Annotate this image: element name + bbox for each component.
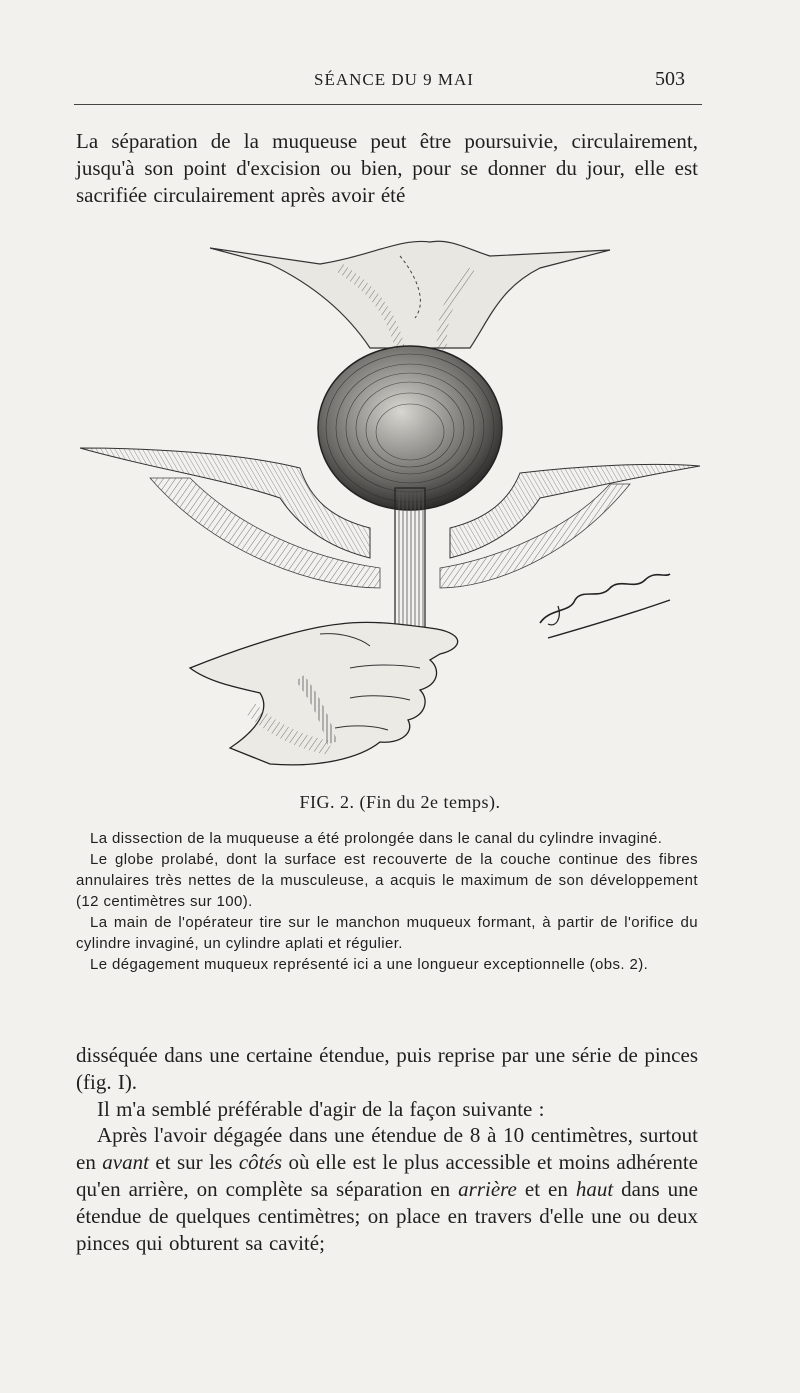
running-header — [0, 64, 800, 94]
italic-run: arrière — [458, 1177, 517, 1201]
legend-line: La main de l'opérateur tire sur le manchon muqueux formant, à partir de l'orifice du cylindre invaginé, un cylindre aplati et régulier. — [76, 914, 698, 952]
artist-signature — [540, 574, 670, 638]
italic-run: avant — [102, 1150, 149, 1174]
illustration-drawing — [70, 228, 710, 788]
text-run: Après l'avoir dégagée dans une étendue de 8 à 10 centimètres, surtout en — [76, 1123, 698, 1174]
text-run: et sur les — [148, 1150, 239, 1174]
paragraph-method-intro: Il m'a semblé préférable d'agir de la façon suivante : — [97, 1097, 545, 1121]
surgical-illustration — [70, 228, 710, 788]
header-title: SÉANCE DU 9 MAI — [314, 70, 474, 89]
italic-run: côtés — [238, 1150, 282, 1174]
text-run: où elle est le plus accessible et moins adhérente qu'en arrière, on complète sa séparation en — [76, 1150, 698, 1201]
legend-line: Le globe prolabé, dont la surface est recouverte de la couche continue des fibres annulaires très nettes de la musculeuse, a acquis le maximum de son développement (12 centimètres sur 100). — [76, 851, 698, 910]
prolapsed-globe — [318, 346, 502, 510]
paragraph-method — [76, 1122, 698, 1257]
text-run: dans une étendue de quelques centimètres; on place en travers d'elle une ou deux pinces qui obturent sa cavité; — [76, 1177, 698, 1255]
header-rule — [74, 104, 702, 105]
paragraph-continuation: disséquée dans une certaine étendue, puis reprise par une série de pinces (fig. I). — [76, 1043, 698, 1094]
figure-legend — [76, 828, 698, 975]
paragraph-top: La séparation de la muqueuse peut être poursuivie, circulairement, jusqu'à son point d'excision ou bien, pour se donner du jour, elle est sacrifiée circulairement après avoir été — [76, 129, 698, 207]
page-number: 503 — [655, 68, 685, 90]
right-thigh — [450, 464, 700, 558]
left-thigh — [80, 448, 370, 558]
legend-line: La dissection de la muqueuse a été prolongée dans le canal du cylindre invaginé. — [90, 830, 663, 847]
upper-body-outline — [210, 241, 610, 348]
mucosal-cylinder — [395, 488, 425, 638]
italic-run: haut — [575, 1177, 614, 1201]
legend-line: Le dégagement muqueux représenté ici a une longueur exceptionnelle (obs. 2). — [90, 956, 649, 973]
figure-caption: FIG. 2. (Fin du 2e temps). — [299, 792, 501, 812]
text-run: et en — [516, 1177, 576, 1201]
